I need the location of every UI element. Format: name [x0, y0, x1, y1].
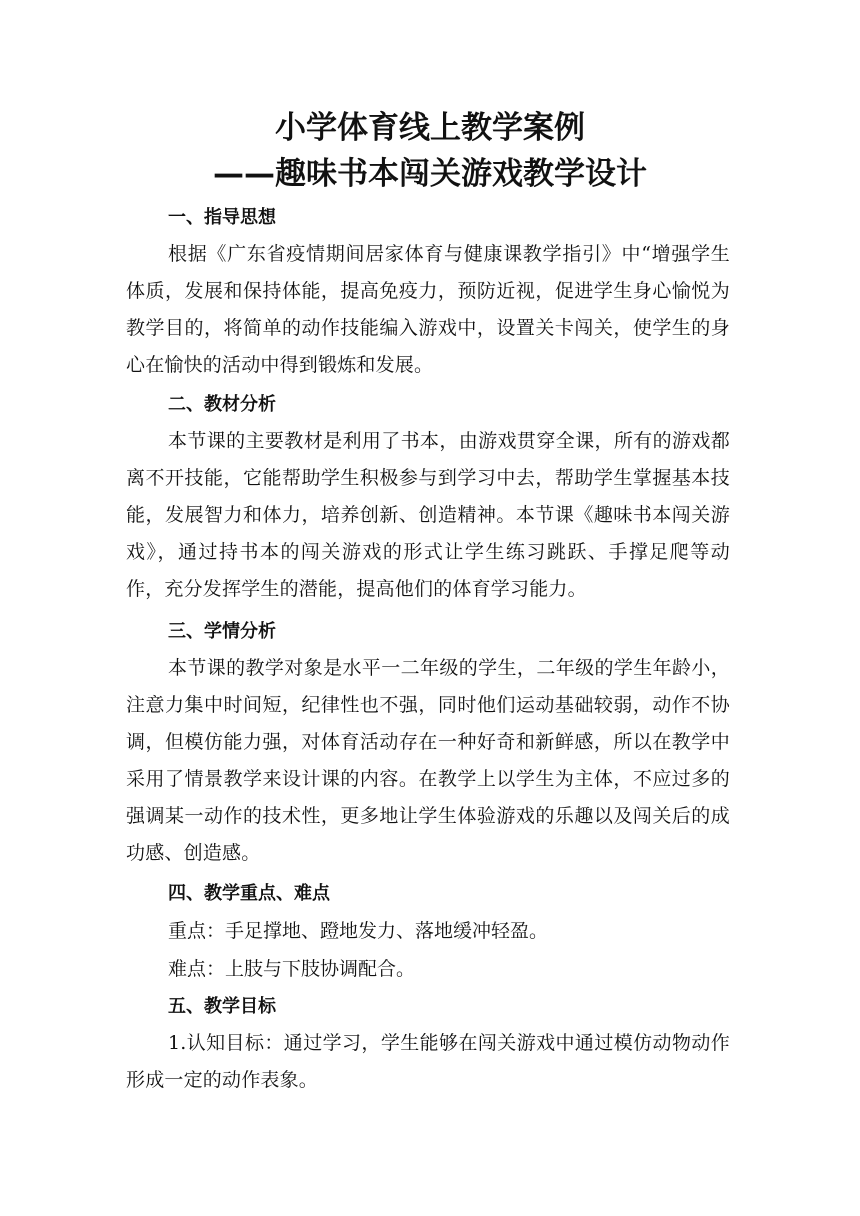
section-heading-material-analysis: 二、教材分析: [168, 394, 276, 415]
section-heading-key-points: 四、教学重点、难点: [168, 883, 330, 904]
page-title: 小学体育线上教学案例: [275, 110, 585, 146]
section-heading-guiding-thought: 一、指导思想: [168, 207, 276, 228]
section-paragraph-material-analysis: 本节课的主要教材是利用了书本，由游戏贯穿全课，所有的游戏都离不开技能，它能帮助学生积极参与到学习中去，帮助学生掌握基本技能，发展智力和体力，培养创新、创造精神。本节课《趣味书本闯关游戏》，通过持书本的闯关游戏的形式让学生练习跳跃、手撑足爬等动作，充分发挥学生的潜能，提高他们的体育学习能力。: [126, 430, 730, 600]
page-subtitle: ——趣味书本闯关游戏教学设计: [213, 156, 647, 192]
section-paragraph-guiding-thought: 根据《广东省疫情期间居家体育与健康课教学指引》中“增强学生体质，发展和保持体能，提高免疫力，预防近视，促进学生身心愉悦为教学目的，将简单的动作技能编入游戏中，设置关卡闯关，使学生的身心在愉快的活动中得到锻炼和发展。: [126, 243, 730, 376]
key-point-line: 重点：手足撑地、蹬地发力、落地缓冲轻盈。: [168, 920, 549, 942]
section-paragraph-learner-analysis: 本节课的教学对象是水平一二年级的学生，二年级的学生年龄小，注意力集中时间短，纪律性也不强，同时他们运动基础较弱，动作不协调，但模仿能力强，对体育活动存在一种好奇和新鲜感，所以在教学中采用了情景教学来设计课的内容。在教学上以学生为主体，不应过多的强调某一动作的技术性，更多地让学生体验游戏的乐趣以及闯关后的成功感、创造感。: [126, 657, 730, 864]
difficulty-line: 难点：上肢与下肢协调配合。: [168, 958, 416, 980]
section-heading-learner-analysis: 三、学情分析: [168, 621, 276, 642]
section-heading-teaching-goals: 五、教学目标: [168, 996, 276, 1017]
section-paragraph-teaching-goals: 1.认知目标：通过学习，学生能够在闯关游戏中通过模仿动物动作形成一定的动作表象。: [126, 1032, 730, 1091]
